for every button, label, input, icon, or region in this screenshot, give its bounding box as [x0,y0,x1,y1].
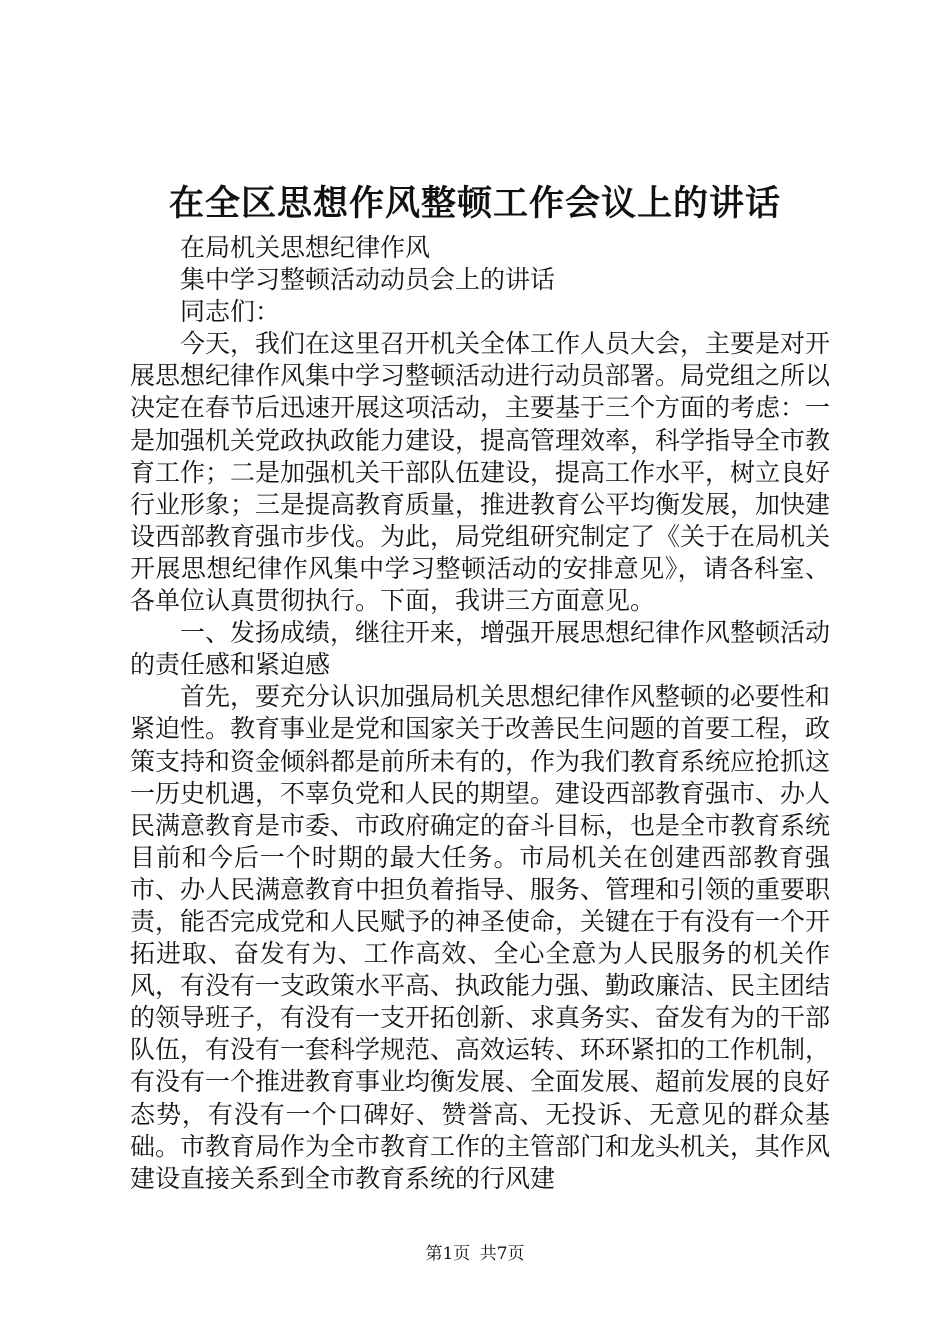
salutation: 同志们： [180,297,281,327]
section-heading-1: 一、发扬成绩，继往开来，增强开展思想纪律作风整顿活动的责任感和紧迫感 [130,618,831,680]
document-title: 在全区思想作风整顿工作会议上的讲话 [168,183,781,224]
document-body [130,232,830,1195]
paragraph-intro: 今天，我们在这里召开机关全体工作人员大会，主要是对开展思想纪律作风集中学习整顿活动进行动员部署。局党组之所以决定在春节后迅速开展这项活动，主要基于三个方面的考虑：一是加强机关党政执政能力建设，提高管理效率，科学指导全市教育工作；二是加强机关干部队伍建设，提高工作水平，树立良好行业形象；三是提高教育质量，推进教育公平均衡发展，加快建设西部教育强市步伐。为此，局党组研究制定了《关于在局机关开展思想纪律作风集中学习整顿活动的安排意见》，请各科室、各单位认真贯彻执行。下面，我讲三方面意见。 [130,329,831,616]
subtitle-line-1: 在局机关思想纪律作风 [180,233,431,262]
subtitle-line-2: 集中学习整顿活动动员会上的讲话 [180,265,556,295]
page-number: 第1页 共7页 [425,1244,525,1264]
paragraph-first-point: 首先，要充分认识加强局机关思想纪律作风整顿的必要性和紧迫性。教育事业是党和国家关于改善民生问题的首要工程，政策支持和资金倾斜都是前所未有的，作为我们教育系统应抢抓这一历史机遇，不辜负党和人民的期望。建设西部教育强市、办人民满意教育是市委、市政府确定的奋斗目标，也是全市教育系统目前和今后一个时期的最大任务。市局机关在创建西部教育强市、办人民满意教育中担负着指导、服务、管理和引领的重要职责，能否完成党和人民赋予的神圣使命，关键在于有没有一个开拓进取、奋发有为、工作高效、全心全意为人民服务的机关作风，有没有一支政策水平高、执政能力强、勤政廉洁、民主团结的领导班子，有没有一支开拓创新、求真务实、奋发有为的干部队伍，有没有一套科学规范、高效运转、环环紧扣的工作机制，有没有一个推进教育事业均衡发展、全面发展、超前发展的良好态势，有没有一个口碑好、赞誉高、无投诉、无意见的群众基础。市教育局作为全市教育工作的主管部门和龙头机关，其作风建设直接关系到全市教育系统的行风建 [130,682,831,1193]
